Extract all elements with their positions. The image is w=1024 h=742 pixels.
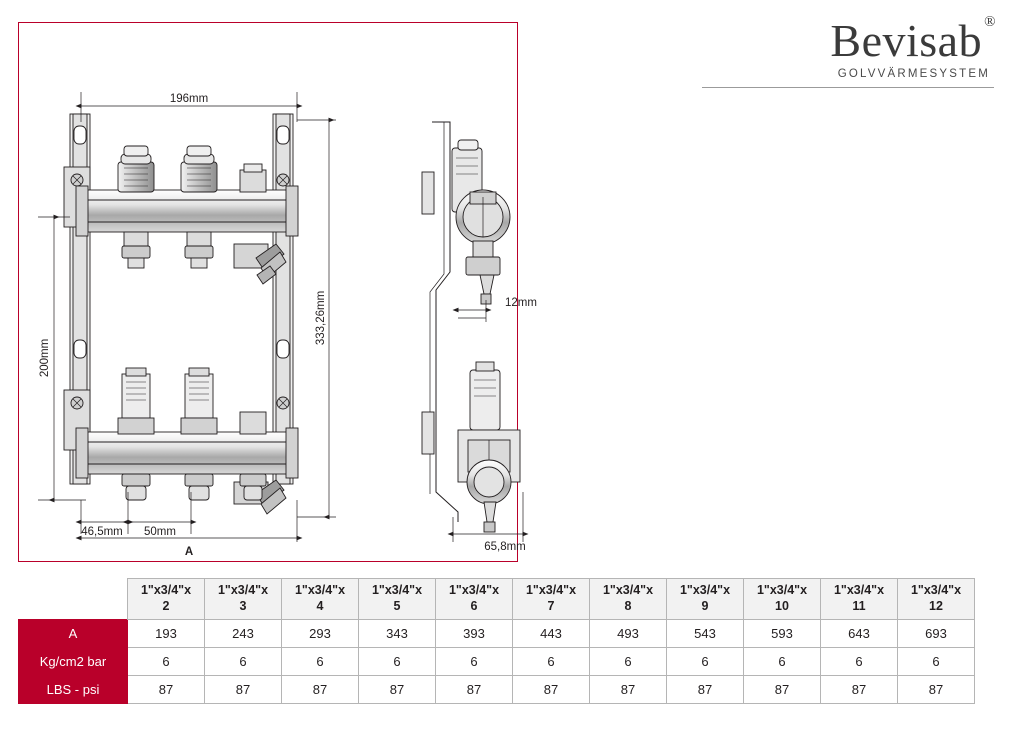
dim-side-offset: 12mm — [505, 297, 537, 309]
column-header-top: 1"x3/4"x — [448, 583, 500, 598]
table-cell: 6 — [590, 648, 667, 676]
spec-table — [18, 578, 975, 704]
table-row — [19, 676, 975, 704]
logo-divider — [702, 87, 994, 88]
table-cell: 87 — [436, 676, 513, 704]
column-header — [282, 579, 359, 620]
column-header-top: 1"x3/4"x — [756, 583, 808, 598]
table-cell: 87 — [667, 676, 744, 704]
column-header — [667, 579, 744, 620]
column-header — [436, 579, 513, 620]
brand-tagline: GOLVVÄRMESYSTEM — [837, 68, 990, 80]
row-header: A — [19, 620, 128, 648]
column-header-bottom: 8 — [624, 599, 632, 613]
table-row — [19, 648, 975, 676]
table-cell: 543 — [667, 620, 744, 648]
column-header-bottom: 4 — [316, 599, 324, 613]
table-cell: 6 — [128, 648, 205, 676]
column-header-top: 1"x3/4"x — [140, 583, 192, 598]
dim-label-a: A — [184, 546, 194, 558]
table-cell: 6 — [513, 648, 590, 676]
column-header-bottom: 11 — [852, 599, 866, 613]
column-header-top: 1"x3/4"x — [833, 583, 885, 598]
table-cell: 6 — [205, 648, 282, 676]
row-header: Kg/cm2 bar — [19, 648, 128, 676]
table-cell: 6 — [359, 648, 436, 676]
dim-small-left: 46,5mm — [81, 526, 123, 538]
column-header-top: 1"x3/4"x — [602, 583, 654, 598]
column-header — [128, 579, 205, 620]
row-header: LBS - psi — [19, 676, 128, 704]
table-cell: 87 — [898, 676, 975, 704]
table-corner-cell — [19, 579, 128, 620]
dim-width-top: 196mm — [169, 93, 209, 105]
dim-spacing: 50mm — [144, 526, 176, 538]
table-cell: 643 — [821, 620, 898, 648]
table-cell: 87 — [590, 676, 667, 704]
table-cell: 343 — [359, 620, 436, 648]
brand-name-text: Bevisab — [830, 15, 983, 66]
table-cell: 593 — [744, 620, 821, 648]
table-cell: 87 — [821, 676, 898, 704]
column-header-bottom: 9 — [701, 599, 709, 613]
table-cell: 6 — [282, 648, 359, 676]
column-header — [513, 579, 590, 620]
column-header — [205, 579, 282, 620]
table-cell: 443 — [513, 620, 590, 648]
table-row — [19, 620, 975, 648]
dim-side-depth: 65,8mm — [484, 541, 526, 553]
column-header-bottom: 2 — [162, 599, 170, 613]
dim-height-right: 333,26mm — [315, 290, 327, 346]
column-header-bottom: 3 — [239, 599, 247, 613]
column-header-bottom: 12 — [929, 599, 943, 613]
table-cell: 87 — [128, 676, 205, 704]
brand-logo — [694, 13, 996, 88]
brand-name — [830, 13, 996, 66]
column-header-top: 1"x3/4"x — [525, 583, 577, 598]
table-header-row — [19, 579, 975, 620]
table-cell: 6 — [667, 648, 744, 676]
table-cell: 87 — [513, 676, 590, 704]
table-cell: 693 — [898, 620, 975, 648]
column-header-bottom: 7 — [547, 599, 555, 613]
column-header — [821, 579, 898, 620]
column-header-top: 1"x3/4"x — [679, 583, 731, 598]
column-header-bottom: 10 — [775, 599, 789, 613]
column-header-top: 1"x3/4"x — [217, 583, 269, 598]
column-header — [744, 579, 821, 620]
table-cell: 293 — [282, 620, 359, 648]
column-header-bottom: 5 — [393, 599, 401, 613]
table-cell: 6 — [436, 648, 513, 676]
table-cell: 193 — [128, 620, 205, 648]
table-cell: 87 — [205, 676, 282, 704]
column-header — [898, 579, 975, 620]
table-cell: 6 — [821, 648, 898, 676]
column-header-top: 1"x3/4"x — [371, 583, 423, 598]
column-header — [359, 579, 436, 620]
registered-mark: ® — [984, 13, 996, 30]
dim-height-left: 200mm — [39, 338, 51, 378]
table-cell: 6 — [744, 648, 821, 676]
table-cell: 87 — [744, 676, 821, 704]
technical-drawing — [18, 22, 718, 562]
table-cell: 493 — [590, 620, 667, 648]
table-cell: 87 — [282, 676, 359, 704]
column-header — [590, 579, 667, 620]
column-header-top: 1"x3/4"x — [294, 583, 346, 598]
table-cell: 87 — [359, 676, 436, 704]
column-header-bottom: 6 — [470, 599, 478, 613]
table-cell: 393 — [436, 620, 513, 648]
table-cell: 243 — [205, 620, 282, 648]
table-cell: 6 — [898, 648, 975, 676]
column-header-top: 1"x3/4"x — [910, 583, 962, 598]
